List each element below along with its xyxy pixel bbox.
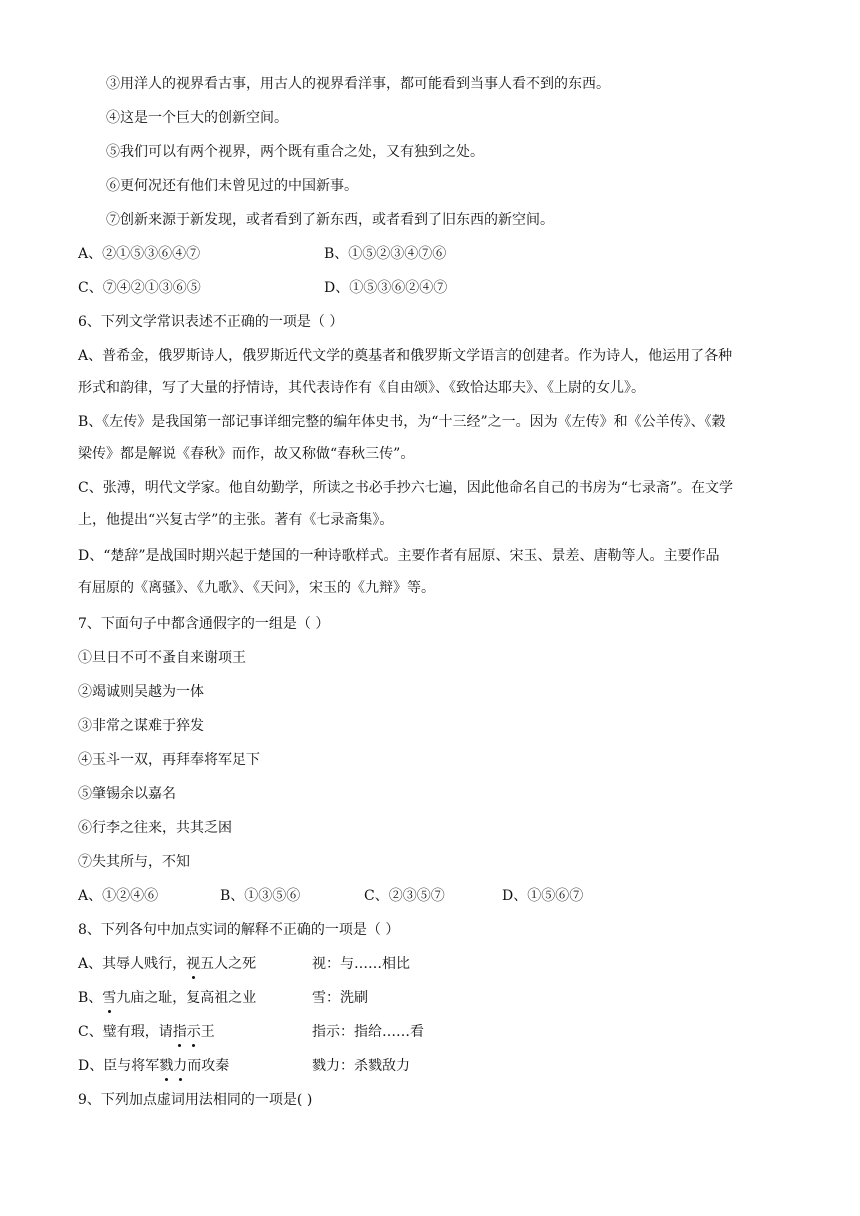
q8-d-post: 而攻秦	[187, 1058, 230, 1074]
q8-c-dotted-word-2: 示	[186, 1024, 201, 1040]
q6-stem: 6、下列文学常识表述不正确的一项是（ ）	[78, 314, 344, 330]
q8-option-d	[78, 1056, 229, 1076]
q8-c-dotted-word-1: 指	[172, 1024, 187, 1040]
q5-option-d: D、①⑤③⑥②④⑦	[324, 280, 448, 296]
q8-stem: 8、下列各句中加点实词的解释不正确的一项是（ ）	[78, 922, 400, 938]
q7-option-d: D、①⑤⑥⑦	[502, 888, 584, 904]
q8-a-dotted-word: 视	[186, 956, 201, 972]
q8-option-c	[78, 1022, 215, 1042]
q7-item-7: ⑦失其所与，不知	[78, 854, 190, 870]
q7-option-a: A、①②④⑥	[78, 888, 159, 904]
q8-c-post: 王	[200, 1024, 215, 1040]
q6-option-c-line1: C、张溥，明代文学家。他自幼勤学，所读之书必手抄六七遍，因此他命名自己的书房为“七录斋”。在文学	[78, 480, 734, 496]
q7-item-2: ②竭诚则吴越为一体	[78, 684, 204, 700]
q5-option-a: A、②①⑤③⑥④⑦	[78, 246, 201, 262]
q9-stem: 9、下列加点虚词用法相同的一项是( )	[78, 1092, 313, 1108]
q6-option-a-line1: A、普希金，俄罗斯诗人，俄罗斯近代文学的奠基者和俄罗斯文学语言的创建者。作为诗人，他运用了各种	[78, 348, 733, 364]
q8-d-dotted-word-1: 戮	[159, 1058, 174, 1074]
q7-option-c: C、②③⑤⑦	[364, 888, 445, 904]
q6-option-b-line1: B、《左传》是我国第一部记事详细完整的编年体史书，为“十三经”之一。因为《左传》和《公羊传》、《穀	[78, 414, 726, 430]
q6-option-c-line2: 上，他提出“兴复古学”的主张。著有《七录斋集》。	[78, 512, 394, 528]
q6-option-d-line2: 有屈原的《离骚》、《九歌》、《天问》，宋玉的《九辩》等。	[78, 580, 435, 596]
q8-b-dotted-word: 雪	[102, 990, 117, 1006]
q8-a-pre: A、其辱人贱行，	[78, 956, 187, 972]
q5-option-b: B、①⑤②③④⑦⑥	[324, 246, 447, 262]
q6-option-a-line2: 形式和韵律，写了大量的抒情诗，其代表诗作有《自由颂》、《致恰达耶夫》、《上尉的女儿》。	[78, 380, 645, 396]
q8-option-a	[78, 954, 256, 974]
q8-d-pre: D、臣与将军	[78, 1058, 160, 1074]
q7-item-3: ③非常之谋难于猝发	[78, 718, 204, 734]
q8-b-pre: B、	[78, 990, 103, 1006]
q7-item-6: ⑥行李之往来，共其乏困	[78, 820, 232, 836]
sentence-5: ⑤我们可以有两个视界，两个既有重合之处，又有独到之处。	[106, 144, 484, 160]
q5-option-c: C、⑦④②①③⑥⑤	[78, 280, 201, 296]
q6-option-b-line2: 梁传》都是解说《春秋》而作，故又称做“春秋三传”。	[78, 446, 415, 462]
q7-item-1: ①旦日不可不蚤自来谢项王	[78, 650, 246, 666]
q8-a-gloss: 视：与……相比	[312, 956, 410, 972]
q8-d-gloss: 戮力：杀戮敌力	[312, 1058, 410, 1074]
sentence-6: ⑥更何况还有他们未曾见过的中国新事。	[106, 178, 358, 194]
sentence-7: ⑦创新来源于新发现，或者看到了新东西，或者看到了旧东西的新空间。	[106, 212, 554, 228]
q7-option-b: B、①③⑤⑥	[220, 888, 301, 904]
q8-b-post: 九庙之耻，复高祖之业	[116, 990, 257, 1006]
sentence-3: ③用洋人的视界看古事，用古人的视界看洋事，都可能看到当事人看不到的东西。	[106, 76, 610, 92]
sentence-4: ④这是一个巨大的创新空间。	[106, 110, 288, 126]
q8-d-dotted-word-2: 力	[173, 1058, 188, 1074]
q8-c-pre: C、璧有瑕，请	[78, 1024, 173, 1040]
q6-option-d-line1: D、“楚辞”是战国时期兴起于楚国的一种诗歌样式。主要作者有屈原、宋玉、景差、唐勒等人。主要作品	[78, 548, 720, 564]
q8-b-gloss: 雪：洗刷	[312, 990, 368, 1006]
q7-stem: 7、下面句子中都含通假字的一组是（ ）	[78, 616, 330, 632]
q8-option-b	[78, 988, 256, 1008]
q7-item-5: ⑤肇锡余以嘉名	[78, 786, 176, 802]
q8-a-post: 五人之死	[200, 956, 257, 972]
q7-item-4: ④玉斗一双，再拜奉将军足下	[78, 752, 260, 768]
q8-c-gloss: 指示：指给……看	[312, 1024, 424, 1040]
